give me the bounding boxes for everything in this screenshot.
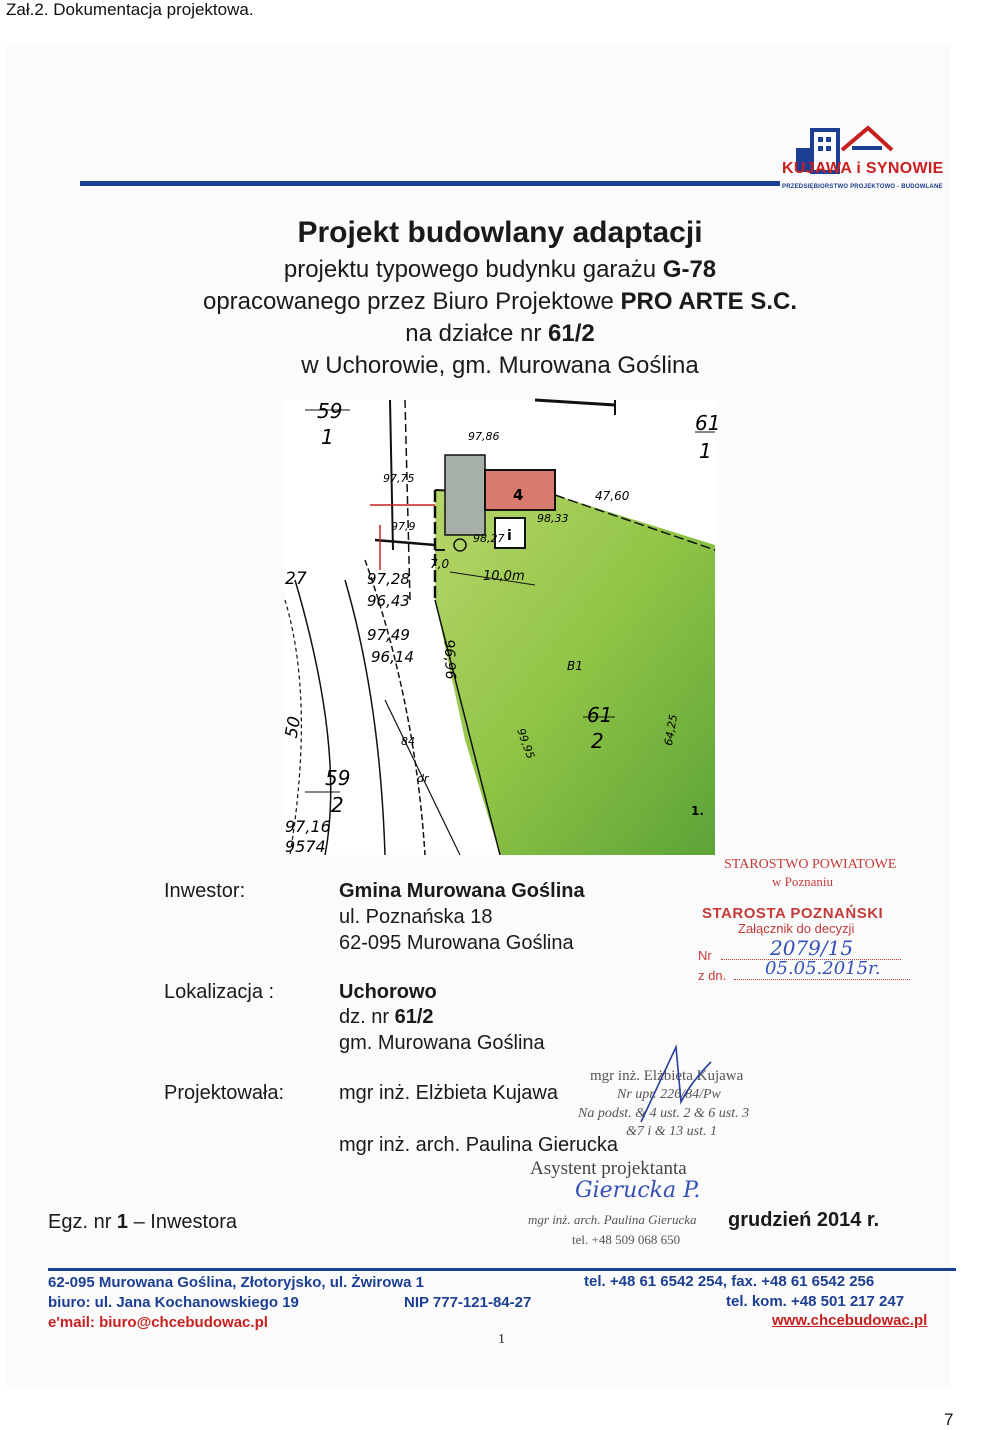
- svg-text:1.: 1.: [691, 804, 704, 818]
- footer-office: biuro: ul. Jana Kochanowskiego 19: [48, 1294, 299, 1311]
- starosta-stamp-subtitle: Załącznik do decyzji: [738, 921, 855, 936]
- assistant-stamp-title: Asystent projektanta: [530, 1158, 687, 1179]
- plot-61-2-sheet: 2: [591, 729, 604, 753]
- svg-text:dr: dr: [417, 772, 429, 785]
- decision-date-handwritten: 05.05.2015r.: [765, 958, 881, 979]
- plot-61-1-number: 61: [695, 411, 721, 435]
- designer-name-1: mgr inż. Elżbieta Kujawa: [339, 1082, 558, 1104]
- plot-61-1-sheet: 1: [699, 439, 712, 463]
- plot-59-1-sheet: 1: [321, 425, 334, 449]
- location-name: Uchorowo: [339, 981, 437, 1003]
- company-tagline: PRZEDSIĘBIORSTWO PROJEKTOWO - BUDOWLANE: [782, 184, 943, 190]
- plot-59-1-number: 59: [317, 399, 343, 423]
- footer-phone-fax: tel. +48 61 6542 254, fax. +48 61 6542 256: [584, 1273, 875, 1290]
- svg-text:97,28: 97,28: [367, 570, 410, 588]
- svg-text:97,86: 97,86: [468, 430, 500, 443]
- site-plan-map: [281, 399, 721, 856]
- document-date: grudzień 2014 r.: [728, 1209, 880, 1231]
- starostwo-stamp-city: w Poznaniu: [772, 874, 834, 889]
- starosta-stamp-title: STAROSTA POZNAŃSKI: [702, 905, 884, 922]
- location-commune: gm. Murowana Goślina: [339, 1032, 545, 1054]
- inner-page-number: 1: [498, 1332, 505, 1347]
- assistant-stamp-name: mgr inż. arch. Paulina Gierucka: [528, 1212, 697, 1227]
- svg-text:84: 84: [401, 735, 415, 748]
- footer-address: 62-095 Murowana Goślina, Złotoryjsko, ul. Żwirowa 1: [48, 1274, 424, 1291]
- plot-59-2-number: 59: [325, 766, 351, 790]
- existing-building: [445, 455, 485, 535]
- svg-text:4: 4: [513, 486, 524, 504]
- svg-text:7,0: 7,0: [430, 557, 450, 571]
- svg-text:96,43: 96,43: [367, 592, 410, 610]
- plot-59-2-sheet: 2: [331, 793, 344, 817]
- designer-stamp-basis: Na podst. & 4 ust. 2 & 6 ust. 3: [578, 1106, 750, 1121]
- location-plot: dz. nr 61/2: [339, 1006, 434, 1028]
- svg-text:97,16: 97,16: [285, 817, 331, 836]
- svg-text:47,60: 47,60: [595, 489, 630, 503]
- svg-text:i: i: [507, 528, 512, 544]
- investor-street: ul. Poznańska 18: [339, 906, 493, 928]
- assistant-signature: Gierucka P.: [575, 1178, 701, 1203]
- title-line-5: w Uchorowie, gm. Murowana Goślina: [301, 352, 699, 379]
- company-name: KUJAWA i SYNOWIE: [782, 160, 944, 177]
- investor-name: Gmina Murowana Goślina: [339, 880, 585, 902]
- footer-nip: NIP 777-121-84-27: [404, 1294, 532, 1311]
- decision-number-row: Nr: [698, 948, 901, 963]
- header-rule: [80, 181, 780, 186]
- svg-text:50: 50: [281, 714, 306, 740]
- company-logo-icon: [780, 110, 950, 195]
- starostwo-stamp-title: STAROSTWO POWIATOWE: [724, 857, 897, 872]
- copy-number: Egz. nr 1 – Inwestora: [48, 1211, 237, 1233]
- document-caption: Zał.2. Dokumentacja projektowa.: [6, 0, 254, 19]
- investor-city: 62-095 Murowana Goślina: [339, 932, 574, 954]
- svg-text:99,95: 99,95: [514, 726, 538, 761]
- location-label: Lokalizacja :: [164, 981, 275, 1003]
- footer-rule: [48, 1268, 956, 1271]
- svg-text:97,75: 97,75: [383, 472, 415, 485]
- svg-text:96,14: 96,14: [371, 648, 414, 666]
- title-line-3: opracowanego przez Biuro Projektowe PRO ARTE S.C.: [202, 288, 798, 315]
- decision-date-row: z dn.: [698, 968, 910, 983]
- designer-signature-icon: [636, 1042, 716, 1132]
- svg-text:9574: 9574: [285, 837, 326, 856]
- designer-stamp-basis-2: &7 i & 13 ust. 1: [626, 1124, 718, 1139]
- decision-number-handwritten: 2079/15: [770, 936, 854, 960]
- designer-stamp-name: mgr inż. Elżbieta Kujawa: [590, 1068, 744, 1084]
- svg-text:96,96: 96,96: [440, 639, 459, 680]
- assistant-stamp-phone: tel. +48 509 068 650: [572, 1232, 681, 1247]
- designer-label: Projektowała:: [164, 1082, 285, 1104]
- plot-61-2-number: 61: [587, 703, 613, 727]
- title-line-4: na działce nr 61/2: [405, 320, 595, 347]
- svg-text:98,33: 98,33: [537, 512, 569, 525]
- investor-label: Inwestor:: [164, 880, 246, 902]
- svg-text:64,25: 64,25: [661, 713, 681, 747]
- svg-text:27: 27: [285, 569, 307, 589]
- svg-text:B1: B1: [567, 659, 583, 673]
- designer-name-2: mgr inż. arch. Paulina Gierucka: [339, 1134, 619, 1156]
- footer-mobile: tel. kom. +48 501 217 247: [726, 1293, 905, 1310]
- svg-text:97,9: 97,9: [391, 520, 416, 533]
- designer-stamp-license: Nr upr. 226/84/Pw: [617, 1087, 721, 1102]
- svg-text:97,49: 97,49: [367, 626, 410, 644]
- title-line-2: projektu typowego budynku garażu G-78: [283, 256, 717, 283]
- title-line-1: Projekt budowlany adaptacji: [297, 216, 703, 249]
- footer-website-link[interactable]: www.chcebudowac.pl: [772, 1312, 928, 1329]
- page-number: 7: [944, 1410, 954, 1429]
- footer-email: e'mail: biuro@chcebudowac.pl: [48, 1314, 268, 1331]
- svg-text:98,27: 98,27: [473, 532, 505, 545]
- svg-text:10,0m: 10,0m: [483, 569, 525, 584]
